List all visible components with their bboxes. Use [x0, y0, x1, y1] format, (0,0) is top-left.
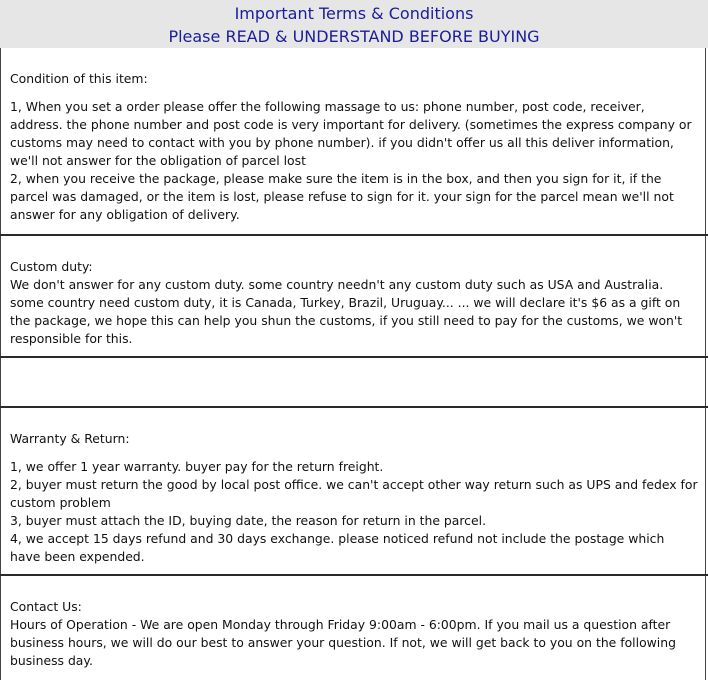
condition-section	[0, 48, 708, 236]
empty-section	[0, 356, 708, 408]
terms-subtitle: Please READ & UNDERSTAND BEFORE BUYING	[168, 27, 540, 46]
warranty-section	[0, 406, 708, 576]
custom-duty-section	[0, 234, 708, 358]
condition-paragraph-1: 1, When you set a order please offer the following massage to us: phone number, post code, receiver, address. the phone number and post code is very important for delivery. (sometimes the express company or customs may need to contact with you by phone number). if you didn't offer us all this deliver information, we'll not answer for the obligation of parcel lost	[10, 99, 692, 168]
warranty-item-4: 4, we accept 15 days refund and 30 days exchange. please noticed refund not include the postage which have been expended.	[10, 531, 665, 564]
condition-paragraph-2: 2, when you receive the package, please make sure the item is in the box, and then you sign for it, if the parcel was damaged, or the item is lost, please refuse to sign for it. your sign for the parcel mean we'll not answer for any obligation of delivery.	[10, 171, 674, 222]
terms-title: Important Terms & Conditions	[234, 4, 474, 23]
warranty-item-2: 2, buyer must return the good by local post office. we can't accept other way return such as UPS and fedex for custom problem	[10, 477, 698, 510]
contact-heading: Contact Us:	[10, 599, 82, 614]
condition-heading: Condition of this item:	[10, 71, 148, 86]
custom-duty-heading: Custom duty:	[10, 259, 93, 274]
terms-header	[0, 0, 708, 48]
warranty-item-1: 1, we offer 1 year warranty. buyer pay for the return freight.	[10, 459, 384, 474]
warranty-item-3: 3, buyer must attach the ID, buying date, the reason for return in the parcel.	[10, 513, 487, 528]
contact-body: Hours of Operation - We are open Monday through Friday 9:00am - 6:00pm. If you mail us a question after business hours, we will do our best to answer your question. If not, we will get back to you on the following business day.	[10, 617, 676, 668]
warranty-heading: Warranty & Return:	[10, 431, 130, 446]
contact-section	[0, 574, 708, 678]
custom-duty-body: We don't answer for any custom duty. some country needn't any custom duty such as USA and Australia. some country need custom duty, it is Canada, Turkey, Brazil, Uruguay... ... we will declare it's $6 as a gift on the package, we hope this can help you shun the customs, if you still need to pay for the customs, we won't responsible for this.	[10, 277, 683, 346]
